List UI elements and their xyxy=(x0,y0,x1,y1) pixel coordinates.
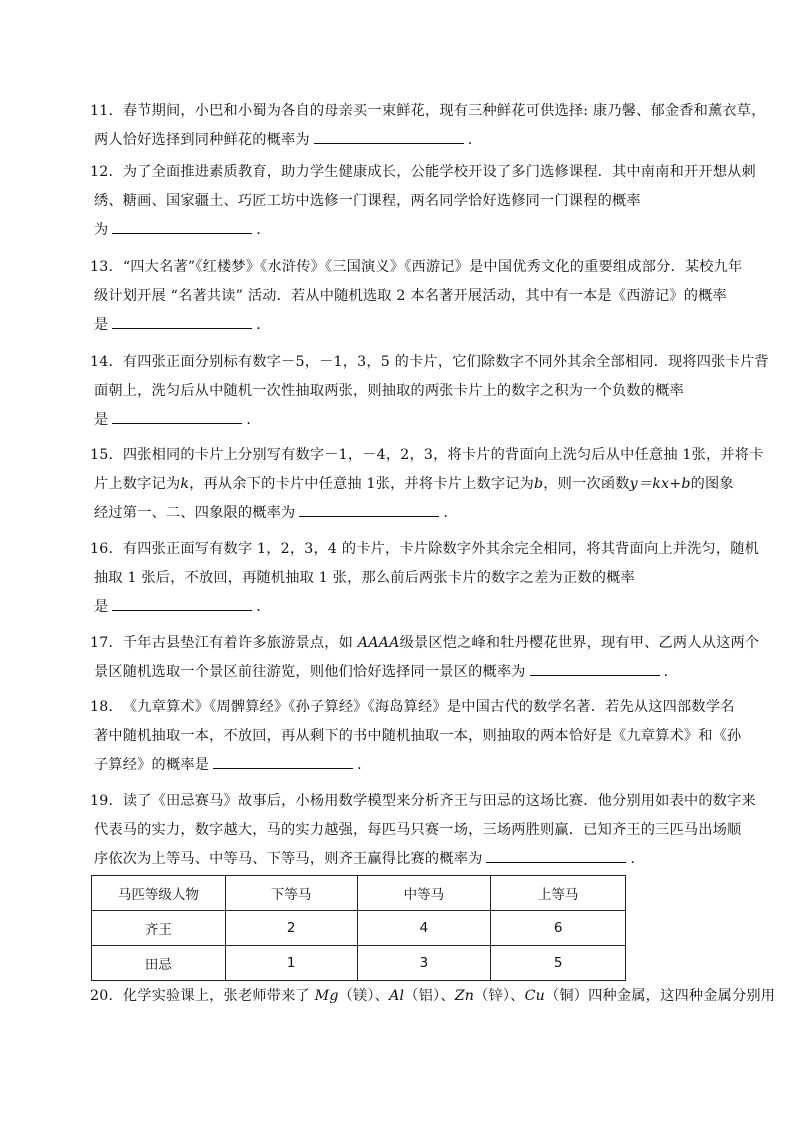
answer-blank[interactable] xyxy=(112,219,252,234)
table-header-cell: 中等马 xyxy=(357,876,491,911)
table-header-cell: 马匹等级人物 xyxy=(92,876,226,911)
question-15: 15．四张相同的卡片上分别写有数字－1，－4，2，3，将卡片的背面向上洗匀后从中任意抽 1张，并将卡 片上数字记为k，再从余下的卡片中任意抽 1张，并将卡片上数字记为b，则一次函数y＝kx+b的图象 经过第一、二、四象限的概率为 ． xyxy=(90,441,720,528)
question-number: 18． xyxy=(90,699,123,715)
table-header-row xyxy=(92,876,626,911)
table-cell: 5 xyxy=(491,946,626,981)
question-12: 12．为了全面推进素质教育，助力学生健康成长，公能学校开设了多门选修课程．其中南南和开开想从刺 绣、糖画、国家疆土、巧匠工坊中选修一门课程，两名同学恰好选修同一门课程的概率 为 ． xyxy=(90,158,720,245)
answer-blank[interactable] xyxy=(112,409,242,424)
table-cell: 3 xyxy=(357,946,491,981)
answer-blank[interactable] xyxy=(314,129,464,144)
horse-strength-table xyxy=(91,875,626,981)
table-header-cell: 上等马 xyxy=(491,876,626,911)
table-row xyxy=(92,911,626,946)
question-14: 14．有四张正面分别标有数字－5，－1，3，5 的卡片，它们除数字不同外其余全部相同．现将四张卡片背 面朝上，洗匀后从中随机一次性抽取两张，则抽取的两张卡片上的数字之积为一个负数的概率 是 ． xyxy=(90,348,720,435)
question-number: 17． xyxy=(90,635,123,651)
answer-blank[interactable] xyxy=(299,502,439,517)
question-19: 19．读了《田忌赛马》故事后，小杨用数学模型来分析齐王与田忌的这场比赛．他分别用如表中的数字来 代表马的实力，数字越大，马的实力越强，每匹马只赛一场，三场两胜则赢．已知齐王的三匹马出场顺 序依次为上等马、中等马、下等马，则齐王赢得比赛的概率为 ． xyxy=(90,787,720,874)
table-cell: 田忌 xyxy=(92,946,226,981)
table-row xyxy=(92,946,626,981)
question-number: 15． xyxy=(90,447,123,463)
question-16: 16．有四张正面写有数字 1，2，3，4 的卡片，卡片除数字外其余完全相同，将其背面向上并洗匀，随机 抽取 1 张后，不放回，再随机抽取 1 张，那么前后两张卡片的数字之差为正数的概率 是 ． xyxy=(90,535,720,622)
question-number: 20． xyxy=(90,988,123,1004)
question-11: 11．春节期间，小巴和小蜀为各自的母亲买一束鲜花，现有三种鲜花可供选择: 康乃馨、郁金香和薰衣草， 两人恰好选择到同种鲜花的概率为 ． xyxy=(90,97,720,155)
table-header-cell: 下等马 xyxy=(225,876,357,911)
table-cell: 4 xyxy=(357,911,491,946)
question-number: 12． xyxy=(90,164,123,180)
answer-blank[interactable] xyxy=(530,661,660,676)
question-20: 20．化学实验课上，张老师带来了 Mg（镁）、Al（铝）、Zn（锌）、Cu（铜）四种金属，这四种金属分别用 xyxy=(90,982,720,1011)
question-number: 11． xyxy=(90,103,123,119)
table-cell: 齐王 xyxy=(92,911,226,946)
table-cell: 2 xyxy=(225,911,357,946)
answer-blank[interactable] xyxy=(213,754,353,769)
table-cell: 6 xyxy=(491,911,626,946)
answer-blank[interactable] xyxy=(112,314,252,329)
question-18: 18．《九章算术》《周髀算经》《孙子算经》《海岛算经》是中国古代的数学名著．若先从这四部数学名 著中随机抽取一本，不放回，再从剩下的书中随机抽取一本，则抽取的两本恰好是《九章算术》和《孙 子算经》的概率是 ． xyxy=(90,693,720,780)
answer-blank[interactable] xyxy=(486,848,626,863)
question-number: 14． xyxy=(90,354,123,370)
answer-blank[interactable] xyxy=(112,596,252,611)
question-13: 13．“四大名著”《红楼梦》《水浒传》《三国演义》《西游记》是中国优秀文化的重要组成部分．某校九年 级计划开展 “名著共读” 活动．若从中随机选取 2 本名著开展活动，其中有一本是《西游记》的概率 是 ． xyxy=(90,253,720,340)
table-cell: 1 xyxy=(225,946,357,981)
question-number: 19． xyxy=(90,793,123,809)
question-17: 17．千年古县垫江有着许多旅游景点，如 AAAA级景区恺之峰和牡丹樱花世界，现有甲、乙两人从这两个 景区随机选取一个景区前往游览，则他们恰好选择同一景区的概率为 ． xyxy=(90,629,720,687)
question-number: 13． xyxy=(90,259,123,275)
question-number: 16． xyxy=(90,541,123,557)
